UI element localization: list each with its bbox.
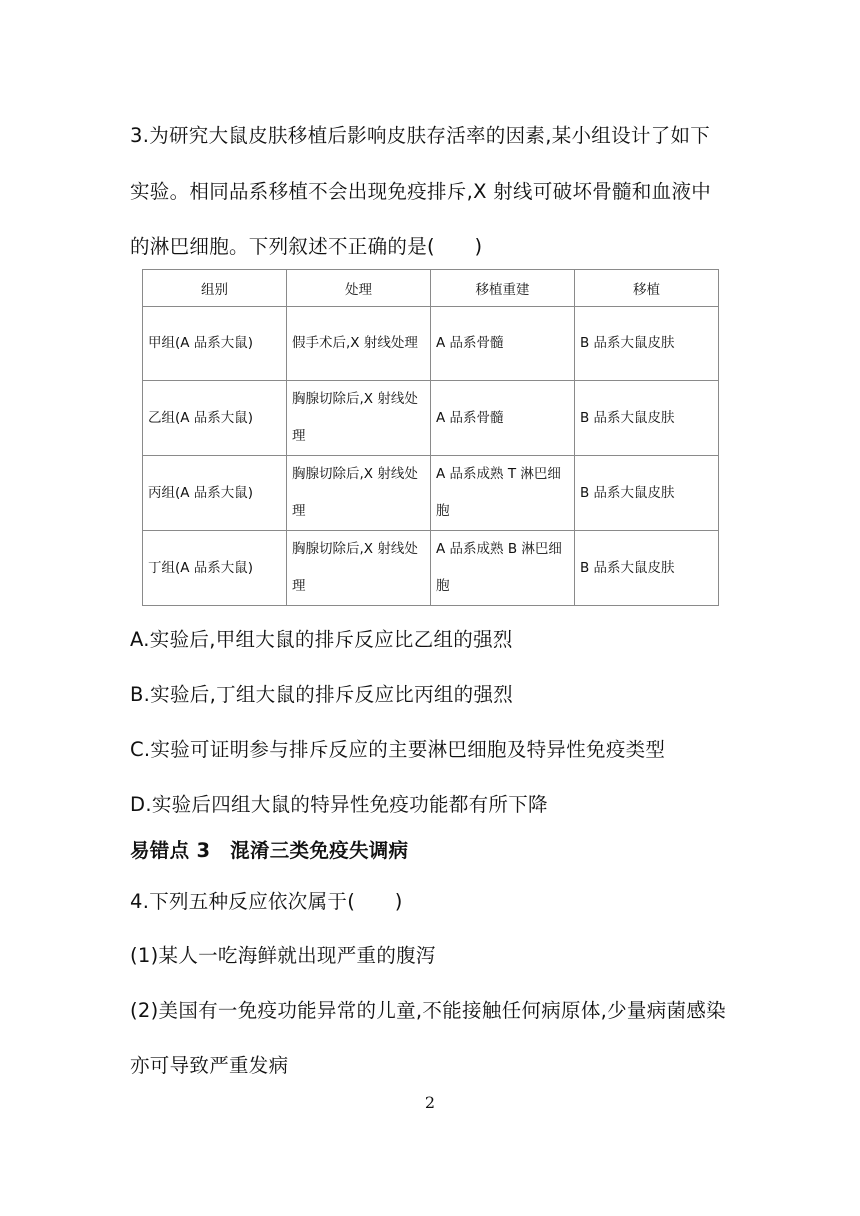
table-cell-reconstruction: A 品系骨髓	[431, 307, 575, 381]
page-number: 2	[424, 1093, 436, 1112]
question4-item-1: (1)某人一吃海鲜就出现严重的腹泻	[130, 944, 436, 967]
question4-item-2-cont: 亦可导致严重发病	[130, 1054, 289, 1077]
table-header-cell: 组别	[143, 270, 287, 307]
option-b: B.实验后,丁组大鼠的排斥反应比丙组的强烈	[130, 683, 514, 706]
question4-item-2: (2)美国有一免疫功能异常的儿童,不能接触任何病原体,少量病菌感染	[130, 999, 726, 1022]
table-cell-graft: B 品系大鼠皮肤	[575, 456, 719, 531]
table-cell-treatment: 胸腺切除后,X 射线处理	[287, 381, 431, 456]
option-a: A.实验后,甲组大鼠的排斥反应比乙组的强烈	[130, 628, 513, 651]
table-cell-treatment: 假手术后,X 射线处理	[287, 307, 431, 381]
table-row	[143, 456, 719, 531]
table-cell-group: 甲组(A 品系大鼠)	[143, 307, 287, 381]
table-cell-reconstruction: A 品系成熟 T 淋巴细胞	[431, 456, 575, 531]
table-header-cell: 移植	[575, 270, 719, 307]
table-header-row	[143, 270, 719, 307]
option-c: C.实验可证明参与排斥反应的主要淋巴细胞及特异性免疫类型	[130, 738, 666, 761]
table-row	[143, 531, 719, 606]
table-cell-group: 丙组(A 品系大鼠)	[143, 456, 287, 531]
section-heading: 易错点 3 混淆三类免疫失调病	[130, 839, 409, 862]
table-header-cell: 移植重建	[431, 270, 575, 307]
table-cell-reconstruction: A 品系骨髓	[431, 381, 575, 456]
table-cell-graft: B 品系大鼠皮肤	[575, 381, 719, 456]
table-cell-group: 乙组(A 品系大鼠)	[143, 381, 287, 456]
table-cell-treatment: 胸腺切除后,X 射线处理	[287, 531, 431, 606]
table-row	[143, 381, 719, 456]
table-cell-graft: B 品系大鼠皮肤	[575, 307, 719, 381]
experiment-table	[142, 269, 719, 606]
question3-line-3: 的淋巴细胞。下列叙述不正确的是( )	[130, 235, 483, 258]
table-cell-graft: B 品系大鼠皮肤	[575, 531, 719, 606]
table-cell-reconstruction: A 品系成熟 B 淋巴细胞	[431, 531, 575, 606]
table-header-cell: 处理	[287, 270, 431, 307]
option-d: D.实验后四组大鼠的特异性免疫功能都有所下降	[130, 793, 548, 816]
question3-line-1: 3.为研究大鼠皮肤移植后影响皮肤存活率的因素,某小组设计了如下	[130, 124, 711, 147]
question3-line-2: 实验。相同品系移植不会出现免疫排斥,X 射线可破坏骨髓和血液中	[130, 180, 712, 203]
table-cell-treatment: 胸腺切除后,X 射线处理	[287, 456, 431, 531]
table-cell-group: 丁组(A 品系大鼠)	[143, 531, 287, 606]
question4-stem: 4.下列五种反应依次属于( )	[130, 890, 403, 913]
table-row	[143, 307, 719, 381]
